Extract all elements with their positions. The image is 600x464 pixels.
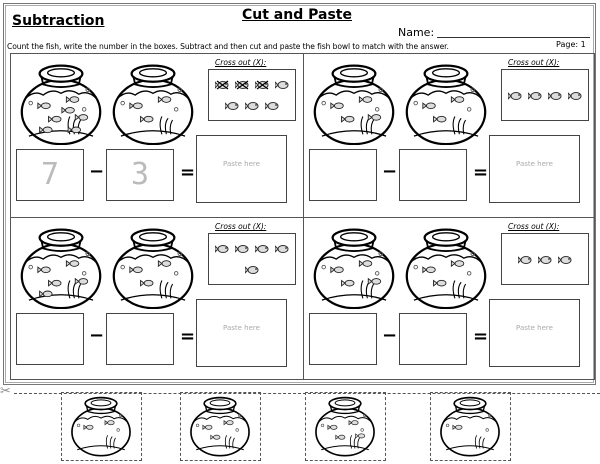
fishbowl-a — [15, 227, 107, 309]
second-number-box[interactable] — [106, 313, 174, 365]
equals-sign: = — [180, 162, 196, 183]
paste-area[interactable]: Paste here — [196, 299, 287, 367]
equals-sign: = — [180, 326, 196, 347]
minus-sign: − — [89, 161, 105, 182]
fishbowl-a — [308, 63, 400, 145]
fish-icon[interactable] — [255, 75, 269, 94]
fishbowl-a — [308, 227, 400, 309]
cross-out-box[interactable] — [501, 233, 589, 285]
paste-area[interactable]: Paste here — [489, 135, 580, 203]
second-number-box[interactable]: 3 — [106, 149, 174, 201]
paste-area[interactable]: Paste here — [196, 135, 287, 203]
fishbowl-b — [107, 63, 199, 145]
fish-icon[interactable] — [235, 75, 249, 94]
fish-icon[interactable] — [528, 86, 542, 105]
fishbowl-icon — [312, 395, 378, 457]
minus-sign: − — [382, 161, 398, 182]
fish-icon[interactable] — [215, 75, 229, 94]
second-number-box[interactable] — [399, 313, 467, 365]
fish-icon[interactable] — [235, 239, 249, 258]
cross-out-box[interactable] — [208, 233, 296, 285]
fish-icon[interactable] — [568, 86, 582, 105]
minus-sign: − — [89, 325, 105, 346]
first-number-box[interactable] — [16, 313, 84, 365]
fishbowl-b — [107, 227, 199, 309]
worksheet-title: Subtraction — [12, 13, 105, 29]
fish-icon[interactable] — [518, 250, 532, 269]
fishbowl-icon — [187, 395, 253, 457]
fish-icon[interactable] — [215, 239, 229, 258]
cross-out-box[interactable] — [501, 69, 589, 121]
fish-icon[interactable] — [538, 250, 552, 269]
problem-panel — [10, 217, 302, 380]
fishbowl-a — [15, 63, 107, 145]
fish-icon[interactable] — [225, 96, 239, 115]
instructions: Count the fish, write the number in the boxes. Subtract and then cut and paste the fish bowl to match with the answer. — [7, 42, 449, 51]
fishbowl-icon — [437, 395, 503, 457]
cutout-fishbowl[interactable] — [430, 392, 511, 461]
fish-icon[interactable] — [265, 96, 279, 115]
fish-icon[interactable] — [558, 250, 572, 269]
equals-sign: = — [473, 326, 489, 347]
fishbowl-b — [400, 227, 492, 309]
cutout-fishbowl[interactable] — [180, 392, 261, 461]
minus-sign: − — [382, 325, 398, 346]
problem-panel — [10, 53, 302, 216]
fish-icon[interactable] — [508, 86, 522, 105]
cross-out-box[interactable] — [208, 69, 296, 121]
cutout-fishbowl[interactable] — [61, 392, 142, 461]
worksheet-subtitle: Cut and Paste — [242, 7, 352, 23]
first-number-box[interactable]: 7 — [16, 149, 84, 201]
equals-sign: = — [473, 162, 489, 183]
cutout-fishbowl[interactable] — [305, 392, 386, 461]
first-number-box[interactable] — [309, 149, 377, 201]
fish-icon[interactable] — [548, 86, 562, 105]
fish-icon[interactable] — [245, 96, 259, 115]
fish-icon[interactable] — [245, 260, 259, 279]
name-field[interactable] — [437, 37, 590, 38]
fishbowl-icon — [68, 395, 134, 457]
page-number: Page: 1 — [556, 40, 586, 49]
problem-panel — [303, 217, 595, 380]
paste-area[interactable]: Paste here — [489, 299, 580, 367]
cross-out-label: Cross out (X): — [508, 58, 560, 67]
cross-out-label: Cross out (X): — [508, 222, 560, 231]
cross-out-label: Cross out (X): — [215, 222, 267, 231]
cross-out-label: Cross out (X): — [215, 58, 267, 67]
first-number-box[interactable] — [309, 313, 377, 365]
fish-icon[interactable] — [275, 239, 289, 258]
fishbowl-b — [400, 63, 492, 145]
problem-panel — [303, 53, 595, 216]
scissors-icon: ✂ — [0, 384, 11, 399]
name-label: Name: — [398, 26, 435, 39]
second-number-box[interactable] — [399, 149, 467, 201]
fish-icon[interactable] — [255, 239, 269, 258]
fish-icon[interactable] — [275, 75, 289, 94]
